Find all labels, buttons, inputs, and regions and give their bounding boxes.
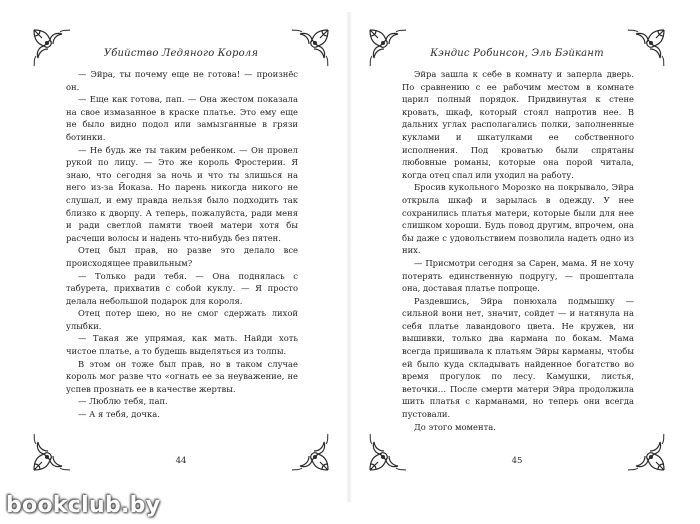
paragraph: — Только ради тебя. — Она поднялась с табурета, прихватив с собой куклу. — Я просто делала небольшой подарок для короля. bbox=[66, 270, 298, 306]
running-head: Кэндис Робинсон, Эль Бэйкант bbox=[430, 48, 604, 59]
corner-ornament-icon bbox=[622, 428, 668, 474]
paragraph: Отец потер шею, но не смог сдержать лихой улыбки. bbox=[66, 308, 298, 331]
page-number: 45 bbox=[511, 456, 523, 466]
paragraph: Бросив кукольного Морозко на покрывало, Эйра открыла шкаф и зарылась в одежду. У нее сохранились платья матери, которые были для нее слишком хороши. Будь повод другим, впрочем, она бы даже с удовольствием позволила надеть одно из них. bbox=[402, 182, 634, 256]
left-page bbox=[22, 18, 340, 496]
paragraph: Эйра зашла к себе в комнату и заперла дверь. По сравнению с ее рабочим местом в комнате царил полный порядок. Придвинутая к стене кровать, шкаф, который стоял напротив нее. В дальних углах располагались полки, заполненные куклами и шкатулками ее собственного исполнения. Под кроватью были спрятаны любовные романы, которые она порой читала, когда отец спал или уходил на работу. bbox=[402, 69, 634, 180]
paragraph: — Не будь же ты таким ребенком. — Он провел рукой по лицу. — Это же король Фростерии. Я знаю, что сегодня за ночь и что ты злишься на него из-за Йоказа. Но парень никогда никого не слушал, и ему правда нельзя было подходить так близко к дворцу. А теперь, пожалуйста, ради меня и ради светлой памяти твоей матери хотя бы расчеши волосы и надень что-нибудь без пятен. bbox=[66, 144, 298, 243]
running-head: Убийство Ледяного Короля bbox=[103, 48, 259, 59]
right-page bbox=[358, 18, 676, 496]
paragraph: — Присмотри сегодня за Сарен, мама. Я не хочу потерять единственную подругу, — прошептала она, доставая платье попроще. bbox=[402, 257, 634, 294]
paragraph: — Такая же упрямая, как мать. Найди хоть чистое платье, а то будешь выделяться из толпы. bbox=[66, 333, 298, 357]
book-gutter bbox=[346, 12, 352, 502]
page-number: 44 bbox=[175, 456, 187, 466]
paragraph: — Эйра, ты почему еще не готова! — произнёс он. bbox=[66, 69, 298, 92]
paragraph: — Еще как готова, пап. — Она жестом показала на свое измазанное в краске платье. Это ему еще не было видно подол или замызганные в грязи ботинки. bbox=[66, 94, 298, 142]
site-watermark: bookclub.by bbox=[6, 493, 161, 518]
page-text bbox=[66, 68, 298, 421]
paragraph: В этом он тоже был прав, но в таком случае король мог разве что «огнать ее за неуважение, не успев прознать ее в качестве жертвы. bbox=[66, 358, 298, 394]
paragraph: — Люблю тебя, пап. bbox=[78, 396, 168, 407]
corner-ornament-icon bbox=[366, 428, 412, 474]
page-text bbox=[402, 68, 634, 433]
corner-ornament-icon bbox=[30, 428, 76, 474]
paragraph: — А я тебя, дочка. bbox=[78, 409, 160, 420]
paragraph: Отец был прав, но разве это делало все происходящее правильным? bbox=[66, 245, 298, 268]
corner-ornament-icon bbox=[286, 428, 332, 474]
paragraph: Раздевшись, Эйра понюхала подмышку — сильной вони нет, значит, сойдет — и натянула на себя платье лавандового цвета. Не кружев, ни вышивки, только два кармана по бокам. Мама всегда пришивала к платьям Эйры карманы, чтобы ей было куда складывать найденное богатство во время прогулок по лесу. Камушки, листья, веточки… После смерти матери Эйра продолжила шить платья с карманами, но теперь они всегда пустовали. bbox=[402, 295, 634, 420]
paragraph: До этого момента. bbox=[414, 421, 496, 432]
